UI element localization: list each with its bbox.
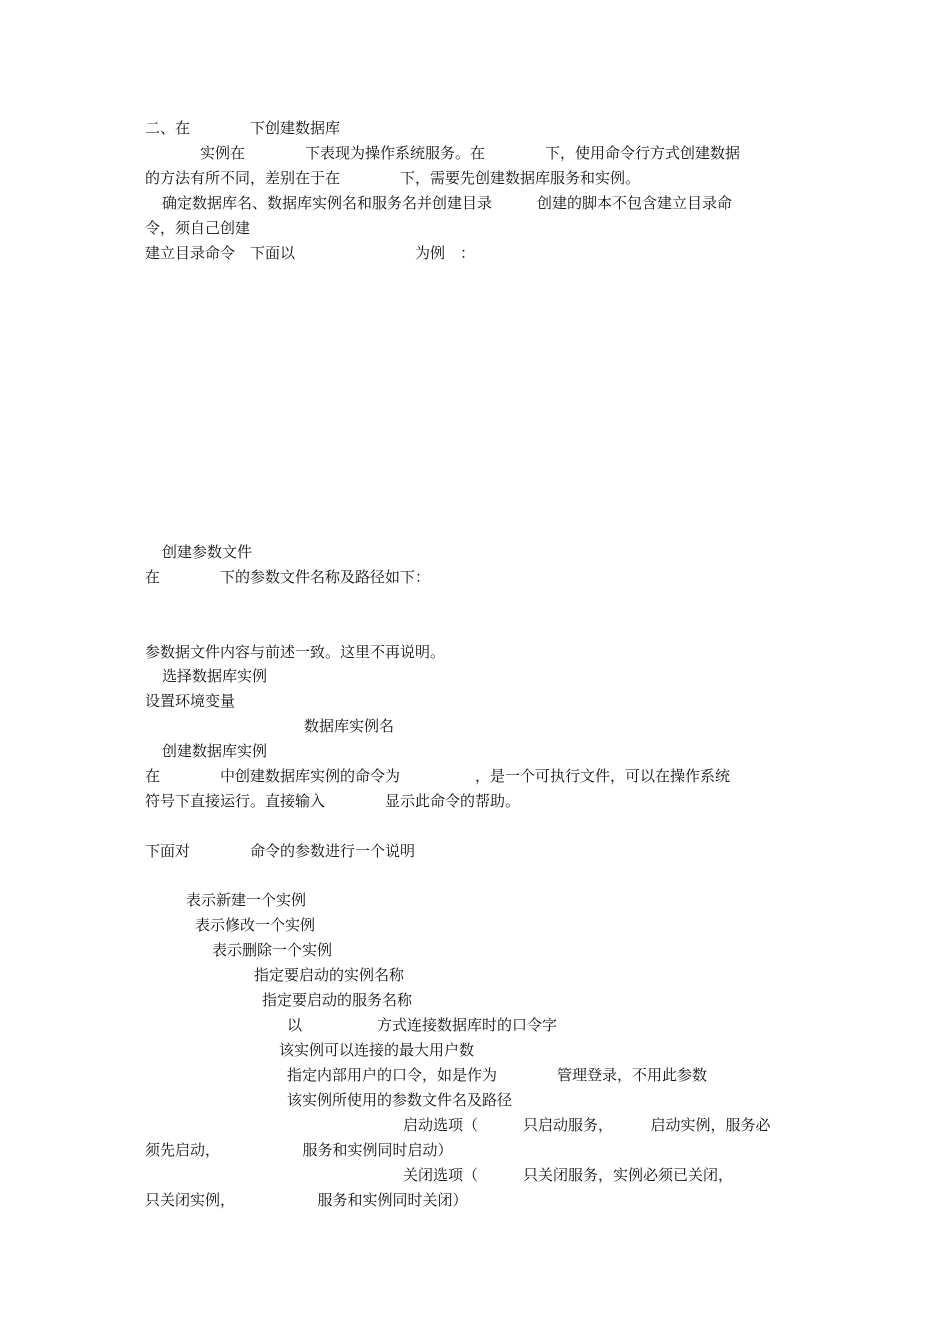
paragraph-line: 符号下直接运行。直接输入 显示此命令的帮助。 [145,792,521,810]
param-path-line: 在 下的参数文件名称及路径如下： [145,568,431,586]
mkdir-line: 建立目录命令 下面以 为例 ： [145,244,476,262]
option-line: 表示修改一个实例 [195,916,316,934]
option-line: 指定内部用户的口令，如是作为 管理登录，不用此参数 [287,1066,708,1084]
step-line: 令，须自己创建 [145,219,251,237]
instance-name-line: 数据库实例名 [304,717,395,735]
paragraph-line: 实例在 下表现为操作系统服务。在 下，使用命令行方式创建数据 [200,144,741,162]
env-var-line: 设置环境变量 [145,692,236,710]
option-line: 启动选项（ 只启动服务， 启动实例，服务必 [403,1116,771,1134]
option-line: 只关闭实例， 服务和实例同时关闭） [145,1191,468,1209]
option-line: 该实例可以连接的最大用户数 [279,1041,475,1059]
paragraph-line: 的方法有所不同，差别在于在 下，需要先创建数据库服务和实例。 [145,169,641,187]
option-line: 表示删除一个实例 [212,941,333,959]
param-intro-line: 下面对 命令的参数进行一个说明 [145,842,416,860]
step-title: 创建参数文件 [162,543,253,561]
option-line: 表示新建一个实例 [186,891,307,909]
option-line: 指定要启动的实例名称 [254,966,405,984]
option-line: 关闭选项（ 只关闭服务，实例必须已关闭， [403,1166,734,1184]
step-line: 确定数据库名、数据库实例名和服务名并创建目录 创建的脚本不包含建立目录命 [162,194,733,212]
paragraph-line: 在 中创建数据库实例的命令为 ，是一个可执行文件，可以在操作系统 [145,767,731,785]
step-title: 创建数据库实例 [162,742,268,760]
option-line: 指定要启动的服务名称 [262,991,413,1009]
step-title: 选择数据库实例 [162,667,268,685]
option-line: 须先启动， 服务和实例同时启动） [145,1141,453,1159]
paragraph-line: 参数据文件内容与前述一致。这里不再说明。 [145,643,446,661]
option-line: 该实例所使用的参数文件名及路径 [287,1091,513,1109]
option-line: 以 方式连接数据库时的口令字 [287,1016,558,1034]
section-heading: 二、在 下创建数据库 [145,119,341,137]
